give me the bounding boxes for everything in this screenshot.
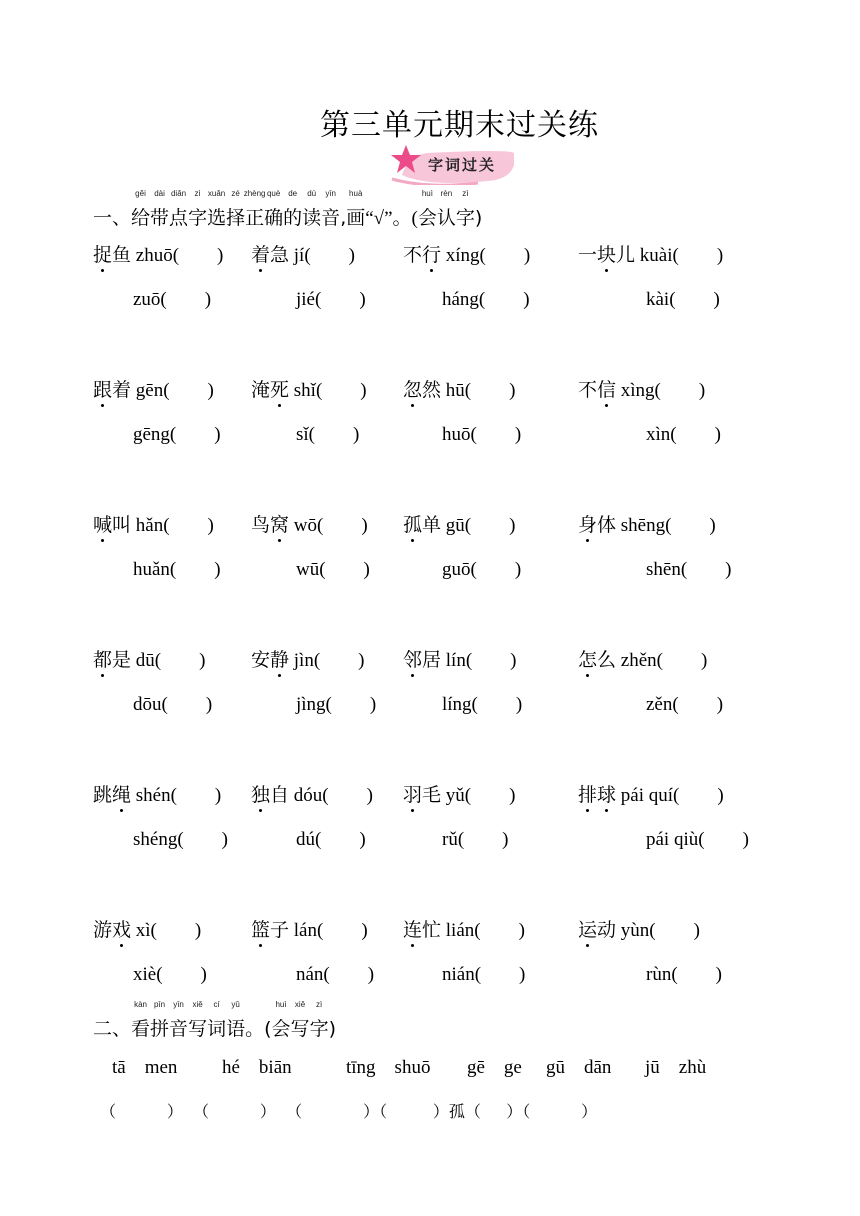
pinyin-option[interactable]: lán( ) [289,920,368,941]
pinyin-option[interactable]: shǐ( ) [289,380,367,401]
ruby-base: 的 [283,207,303,229]
pinyin-option[interactable]: shēn( ) [646,559,732,580]
pinyin-option[interactable]: wō( ) [289,515,368,536]
word-item [578,645,707,672]
ruby-char [302,189,322,230]
pinyin-option[interactable]: xíng( ) [441,245,531,266]
ruby-base: 音 [169,1018,189,1040]
ruby-base: 词 [207,1018,227,1040]
word-item [251,240,355,267]
ruby-pinyin: yǔ [231,1000,240,1009]
word: 淹死 [251,380,289,401]
word: 怎么 [578,650,616,671]
ruby-pinyin: rèn [440,189,453,198]
word: 排球 [578,785,616,806]
pinyin-word: gē ge [467,1057,522,1078]
word-item [578,780,724,807]
pinyin-word: gū dān [546,1057,612,1078]
pinyin-option[interactable]: hū( ) [441,380,516,401]
ruby-pinyin: huà [349,189,363,198]
pinyin-option[interactable]: nán( ) [296,964,375,985]
pinyin-option[interactable]: gēn( ) [131,380,214,401]
pinyin-option[interactable]: huō( ) [442,424,522,445]
ruby-base: 选 [207,207,227,229]
question-number: 二、 [93,1018,132,1040]
word: 安静 [251,650,289,671]
ruby-pinyin: gěi [135,189,146,198]
word-item [93,915,201,942]
pinyin-option[interactable]: dū( ) [131,650,206,671]
ruby-char [207,1000,227,1041]
ruby-char [226,189,246,230]
pinyin-option[interactable]: nián( ) [442,964,526,985]
ruby-char [436,189,456,230]
ruby-base: 择 [226,207,246,229]
word: 运动 [578,920,616,941]
ruby-pinyin: de [288,189,298,198]
word-item [403,915,525,942]
word-item [251,645,365,672]
word: 孤单 [403,515,441,536]
pinyin-word: hé biān [222,1057,292,1078]
word-item [403,240,530,267]
pinyin-word: tīng shuō [346,1057,431,1078]
pinyin-word: jū zhù [645,1057,707,1078]
close-paren: ) [328,1018,336,1040]
pinyin-option[interactable]: shēng( ) [616,515,716,536]
pinyin-option[interactable]: dóu( ) [289,785,373,806]
ruby-pinyin: xuǎn [207,189,226,198]
question-number: 一、 [93,207,132,229]
ruby-pinyin: dú [307,189,317,198]
ruby-char [264,189,284,230]
word: 羽毛 [403,785,441,806]
ruby-base: 给 [131,207,151,229]
ruby-pinyin: zhèng [243,189,266,198]
pinyin-option[interactable]: yǔ( ) [441,785,516,806]
ruby-pinyin: kàn [134,1000,147,1009]
ruby-base: 写 [290,1018,310,1040]
q2-mid-text: 。( [245,1018,272,1040]
pinyin-option[interactable]: dú( ) [296,829,366,850]
pinyin-option[interactable]: shén( ) [131,785,222,806]
pinyin-option[interactable]: pái quí( ) [616,785,724,806]
ruby-base: 字 [309,1018,329,1040]
ruby-char [207,189,227,230]
pinyin-option[interactable]: yùn( ) [616,920,700,941]
pinyin-word: tā men [112,1057,178,1078]
check-mark-text: “√”。( [365,208,418,229]
word-item [578,510,716,537]
ruby-pinyin: pīn [153,1000,166,1009]
ruby-base: 会 [271,1018,291,1040]
ruby-base: 字 [455,207,475,229]
ruby-char [169,1000,189,1041]
ruby-pinyin: zì [194,189,201,198]
ruby-base: 字 [188,207,208,229]
ruby-char [150,1000,170,1041]
word: 着急 [251,245,289,266]
pinyin-option[interactable]: xìn( ) [646,424,721,445]
word-item [251,915,368,942]
pinyin-option[interactable]: gēng( ) [133,424,221,445]
word-item [251,780,373,807]
word: 邻居 [403,650,441,671]
word: 都是 [93,650,131,671]
pinyin-option[interactable]: líng( ) [442,694,523,715]
ruby-char [346,189,366,230]
ruby-char [283,189,303,230]
word-item [93,645,205,672]
ruby-pinyin: yīn [325,189,337,198]
page-title: 第三单元期末过关练 [320,109,599,142]
pinyin-option[interactable]: pái qiù( ) [646,829,749,850]
word: 篮子 [251,920,289,941]
word-item [93,780,221,807]
question-1 [93,189,483,230]
word-item [251,375,367,402]
ruby-base: 点 [169,207,189,229]
pinyin-option[interactable]: jìng( ) [296,694,377,715]
word: 喊叫 [93,515,131,536]
ruby-base: 认 [436,207,456,229]
pinyin-option[interactable]: zhuō( ) [131,245,224,266]
word-item [578,375,705,402]
word-item [93,240,223,267]
ruby-base: 拼 [150,1018,170,1040]
ruby-char [169,189,189,230]
pinyin-option[interactable]: xìng( ) [616,380,706,401]
ruby-char [150,189,170,230]
word-item [403,780,515,807]
answer-blanks-row: （ ） （ ） （ ）（ ）孤（ ）（ ） [100,1102,598,1121]
word-item [578,240,723,267]
word-item [403,510,515,537]
pinyin-option[interactable]: xiè( ) [133,964,207,985]
pinyin-option[interactable]: jìn( ) [289,650,365,671]
word: 身体 [578,515,616,536]
ruby-pinyin: cí [213,1000,220,1009]
question-2 [93,1000,336,1041]
ruby-pinyin: zì [315,1000,323,1009]
pinyin-option[interactable]: zuō( ) [133,289,212,310]
pinyin-option[interactable]: sǐ( ) [296,424,360,445]
pinyin-option[interactable]: rùn( ) [646,964,722,985]
word: 跳绳 [93,785,131,806]
ruby-char [417,189,437,230]
pinyin-option[interactable]: jié( ) [296,289,366,310]
ruby-char [131,1000,151,1041]
pinyin-option[interactable]: shéng( ) [133,829,228,850]
ruby-base: 画 [346,207,366,229]
pinyin-option[interactable]: kài( ) [646,289,720,310]
pinyin-option[interactable]: jí( ) [289,245,355,266]
word: 连忙 [403,920,441,941]
pinyin-option[interactable]: zěn( ) [646,694,724,715]
word: 不信 [578,380,616,401]
pinyin-option[interactable]: rǔ( ) [442,829,509,850]
pinyin-option[interactable]: lián( ) [441,920,525,941]
word: 鸟窝 [251,515,289,536]
pinyin-option[interactable]: huǎn( ) [133,559,221,580]
ruby-base: 看 [131,1018,151,1040]
ruby-char [226,1000,246,1041]
ruby-base: 读 [302,207,322,229]
ruby-base: 语 [226,1018,246,1040]
pinyin-option[interactable]: lín( ) [441,650,517,671]
word-item [93,510,214,537]
ruby-pinyin: què [266,189,281,198]
word-item [403,375,515,402]
ruby-pinyin: huì [421,189,433,198]
ruby-char [243,189,266,230]
ruby-pinyin: xiě [192,1000,203,1009]
ruby-pinyin: diǎn [170,189,187,198]
word: 独自 [251,785,289,806]
ruby-base: 音 [321,207,341,229]
word-item [578,915,700,942]
pinyin-option[interactable]: dōu( ) [133,694,213,715]
pinyin-option[interactable]: hǎn( ) [131,515,214,536]
ruby-char [131,189,151,230]
word: 忽然 [403,380,441,401]
word-item [403,645,517,672]
ruby-pinyin: zì [462,189,469,198]
ruby-pinyin: zé [231,189,240,198]
ruby-base: 带 [150,207,170,229]
ruby-char [188,1000,208,1041]
pinyin-option[interactable]: kuài( ) [635,245,724,266]
ruby-base: , [340,207,347,229]
pinyin-option[interactable]: gū( ) [441,515,516,536]
ruby-char [290,1000,310,1041]
ruby-char [321,189,341,230]
ruby-base: 写 [188,1018,208,1040]
word-item [251,510,368,537]
close-paren: ) [474,207,483,229]
pinyin-option[interactable]: zhěn( ) [616,650,708,671]
word: 一块儿 [578,245,635,266]
pinyin-option[interactable]: xì( ) [131,920,202,941]
word: 捉鱼 [93,245,131,266]
pinyin-option[interactable]: guō( ) [442,559,522,580]
word-item [93,375,214,402]
ruby-pinyin: xiě [294,1000,306,1009]
section-badge-label: 字词过关 [428,156,497,174]
ruby-pinyin: huì [275,1000,287,1009]
ruby-char [271,1000,291,1041]
ruby-pinyin: yīn [173,1000,184,1009]
word: 游戏 [93,920,131,941]
ruby-pinyin: dài [154,189,165,198]
ruby-base: 会 [417,207,437,229]
pinyin-option[interactable]: wū( ) [296,559,370,580]
ruby-char [455,189,475,230]
ruby-char [309,1000,329,1041]
ruby-base: 正 [245,207,265,229]
ruby-char [188,189,208,230]
word: 跟着 [93,380,131,401]
ruby-base: 确 [264,207,284,229]
pinyin-option[interactable]: háng( ) [442,289,530,310]
word: 不行 [403,245,441,266]
